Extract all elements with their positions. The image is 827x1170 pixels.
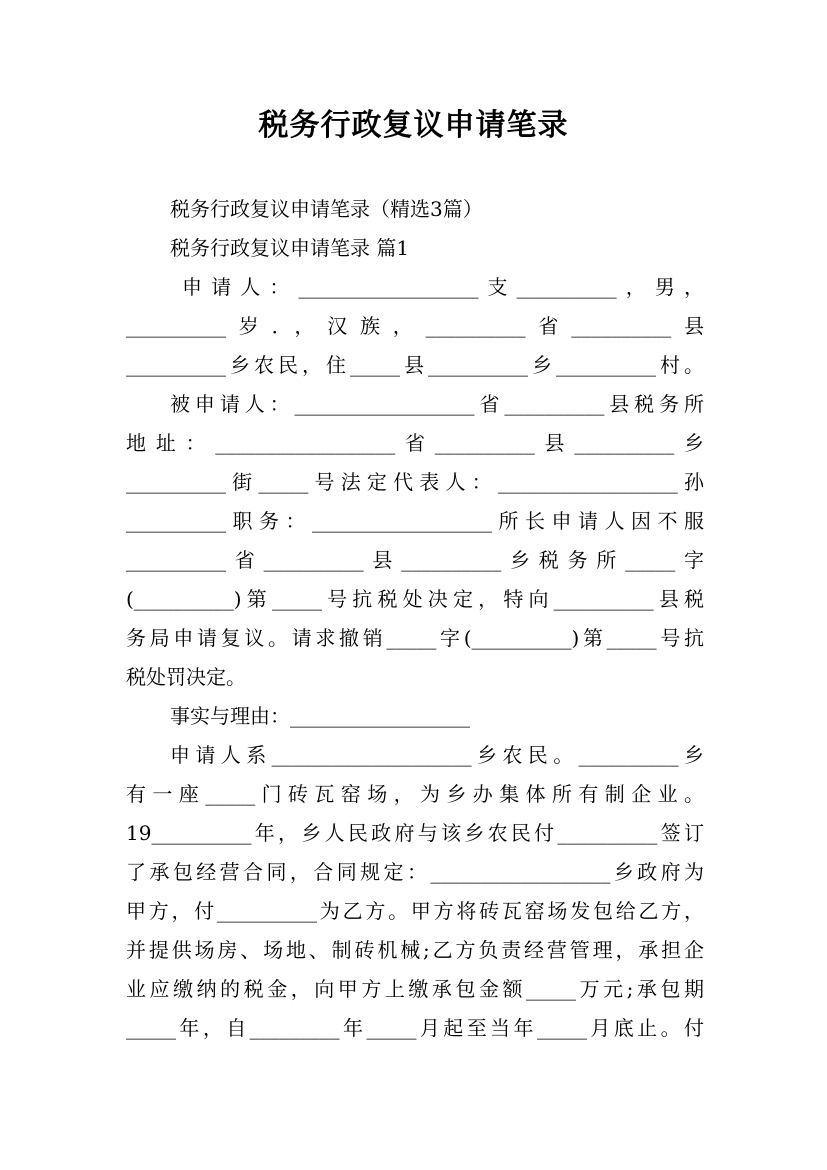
line-text: 业应缴纳的税金，向甲方上缴承包金额_____万元;承包期 bbox=[126, 977, 704, 1001]
text-line bbox=[126, 424, 704, 463]
text-line bbox=[126, 268, 704, 307]
line-text: 务局申请复议。请求撤销_____字(__________)第_____号抗 bbox=[126, 626, 704, 650]
text-line bbox=[126, 775, 704, 814]
text-line bbox=[126, 346, 704, 385]
text-line bbox=[126, 385, 704, 424]
line-text: __________省__________县__________乡税务所_____字 bbox=[126, 548, 704, 572]
text-line bbox=[126, 931, 704, 970]
text-line bbox=[126, 697, 704, 736]
text-line bbox=[126, 229, 704, 268]
line-text: _____年，自_________年_____月起至当年_____月底止。付 bbox=[126, 1016, 704, 1040]
text-line bbox=[126, 1009, 704, 1048]
line-text: 甲方，付__________为乙方。甲方将砖瓦窑场发包给乙方， bbox=[126, 899, 704, 923]
line-text: 19__________年，乡人民政府与该乡农民付__________签订 bbox=[126, 821, 704, 845]
text-line bbox=[126, 736, 704, 775]
line-text: (__________)第_____号抗税处决定，特向__________县税 bbox=[126, 587, 704, 611]
line-text: 并提供场房、场地、制砖机械;乙方负责经营管理，承担企 bbox=[126, 938, 704, 962]
text-line bbox=[126, 658, 704, 697]
text-line bbox=[126, 853, 704, 892]
line-text: 有一座_____门砖瓦窑场，为乡办集体所有制企业。 bbox=[126, 782, 704, 806]
text-line bbox=[126, 619, 704, 658]
text-line bbox=[126, 541, 704, 580]
document-body bbox=[126, 190, 704, 1048]
document-title: 税务行政复议申请笔录 bbox=[258, 108, 569, 143]
text-line bbox=[126, 580, 704, 619]
line-text: 事实与理由：__________________ bbox=[170, 704, 470, 728]
line-text: 了承包经营合同，合同规定：__________________乡政府为 bbox=[126, 860, 704, 884]
line-text: 被申请人：__________________省__________县税务所 bbox=[170, 392, 704, 416]
text-line bbox=[126, 814, 704, 853]
text-line bbox=[126, 892, 704, 931]
line-text: 地址：__________________省__________县__________乡 bbox=[126, 431, 704, 455]
line-text: __________职务：__________________所长申请人因不服 bbox=[126, 509, 704, 533]
text-line bbox=[126, 307, 704, 346]
line-text: 税处罚决定。 bbox=[126, 665, 246, 689]
text-line bbox=[126, 190, 704, 229]
line-text: 税务行政复议申请笔录（精选3篇） bbox=[170, 197, 483, 221]
text-line bbox=[126, 970, 704, 1009]
text-line bbox=[126, 463, 704, 502]
line-text: __________街_____号法定代表人：__________________孙 bbox=[126, 470, 704, 494]
line-text: 税务行政复议申请笔录 篇1 bbox=[170, 236, 410, 260]
line-text: 申请人系____________________乡农民。__________乡 bbox=[170, 743, 704, 767]
text-line bbox=[126, 502, 704, 541]
line-text: __________乡农民，住_____县__________乡__________村。 bbox=[126, 353, 704, 377]
line-text: __________岁．，汉族，__________省__________县 bbox=[126, 314, 704, 338]
line-text: 申请人：__________________支__________，男， bbox=[182, 275, 704, 299]
